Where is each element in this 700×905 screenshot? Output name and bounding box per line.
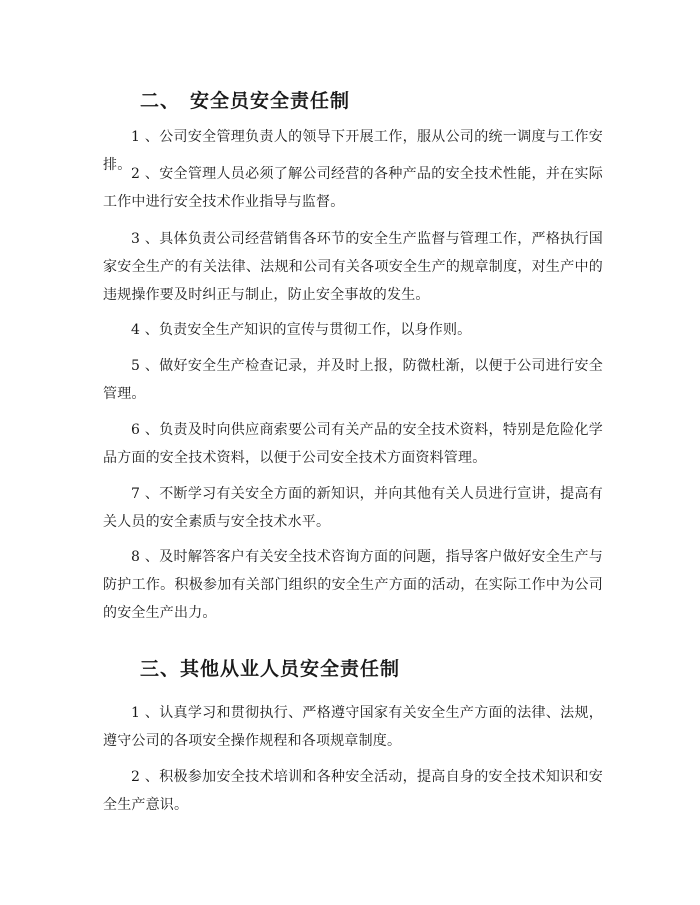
section-number: 二、	[140, 90, 181, 112]
paragraph-item: 3 、具体负责公司经营销售各环节的安全生产监督与管理工作，严格执行国家安全生产的有关法律、法规和公司有关各项安全生产的规章制度，对生产中的违规操作要及时纠正与制止，防止安全事故的发生。	[103, 231, 603, 303]
section-heading-3	[140, 654, 400, 681]
paragraph-item: 6 、负责及时向供应商索要公司有关产品的安全技术资料，特别是危险化学品方面的安全技术资料，以便于公司安全技术方面资料管理。	[103, 422, 603, 466]
paragraph-item: 2 、积极参加安全技术培训和各种安全活动，提高自身的安全技术知识和安全生产意识。	[103, 769, 603, 813]
section-title: 其他从业人员安全责任制	[180, 658, 401, 680]
paragraph-item: 5 、做好安全生产检查记录，并及时上报，防微杜渐，以便于公司进行安全管理。	[103, 358, 603, 402]
section-heading-2	[140, 86, 350, 113]
paragraph-item: 1 、认真学习和贯彻执行、严格遵守国家有关安全生产方面的法律、法规，遵守公司的各项安全操作规程和各项规章制度。	[103, 705, 603, 749]
paragraph-item: 2 、安全管理人员必须了解公司经营的各种产品的安全技术性能，并在实际工作中进行安全技术作业指导与监督。	[103, 166, 603, 210]
section-number: 三、	[140, 658, 181, 680]
paragraph-item: 7 、不断学习有关安全方面的新知识，并向其他有关人员进行宣讲，提高有关人员的安全素质与安全技术水平。	[103, 486, 603, 530]
section-title: 安全员安全责任制	[190, 90, 351, 112]
paragraph-item: 4 、负责安全生产知识的宣传与贯彻工作，以身作则。	[131, 322, 472, 338]
paragraph-item: 1 、公司安全管理负责人的领导下开展工作，服从公司的统一调度与工作安排。	[103, 129, 603, 173]
paragraph-item: 8 、及时解答客户有关安全技术咨询方面的问题，指导客户做好安全生产与防护工作。积极参加有关部门组织的安全生产方面的活动，在实际工作中为公司的安全生产出力。	[103, 549, 603, 621]
